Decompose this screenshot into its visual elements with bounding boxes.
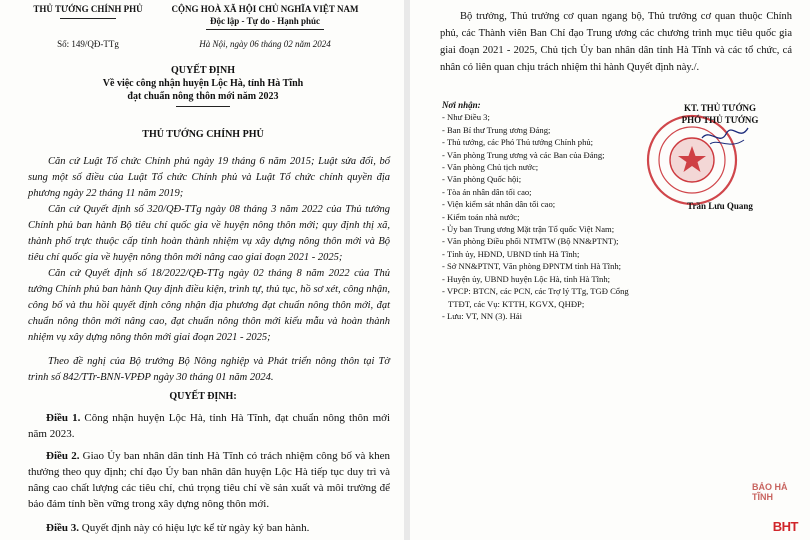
- article-2-text: Giao Ủy ban nhân dân tỉnh Hà Tĩnh có trách nhiệm công bố và khen thưởng theo quy định; chỉ đạo Ủy ban nhân dân huyện Lộc Hà tiếp tục duy trì và nâng cao chất lượng các tiêu chí, chú trọng tiêu chí về sản xuất và môi trường để bảo đảm tính bền vững trong xây dựng nông thôn mới.: [28, 450, 390, 510]
- article-3-text: Quyết định này có hiệu lực kể từ ngày ký ban hành.: [79, 522, 310, 534]
- recipient-item: - Ủy ban Trung ương Mặt trận Tổ quốc Việt Nam;: [442, 224, 615, 235]
- signature-authority-1: KT. THỦ TƯỚNG: [684, 103, 756, 113]
- recipients-title: Nơi nhận:: [442, 100, 481, 110]
- signer-name: Trần Lưu Quang: [687, 201, 753, 211]
- watermark-text: BÁO HÀ TĨNH: [752, 482, 788, 502]
- recipient-item: - Sở NN&PTNT, Văn phòng ĐPNTM tỉnh Hà Tĩnh;: [442, 261, 622, 272]
- recipient-item: - Văn phòng Chủ tịch nước;: [442, 162, 539, 173]
- article-4: Bộ trưởng, Thủ trưởng cơ quan ngang bộ, Thủ trưởng cơ quan thuộc Chính phủ, các Thành viên Ban Chỉ đạo Trung ương các chương trình mục tiêu quốc gia giai đoạn 2021 - 2025, Chủ tịch Ủy ban nhân dân tỉnh Hà Tĩnh và các tổ chức, cá nhân có liên quan chịu trách nhiệm thi hành Quyết định này./.: [440, 11, 792, 73]
- article-3: [28, 520, 390, 536]
- recipient-item: - Ban Bí thư Trung ương Đảng;: [442, 124, 551, 135]
- subject-underline: [176, 106, 230, 107]
- recipient-item: - Lưu: VT, NN (3). Hải: [442, 310, 522, 321]
- recipient-item: - Thủ tướng, các Phó Thủ tướng Chính phủ;: [442, 137, 594, 148]
- place-and-date: Hà Nội, ngày 06 tháng 02 năm 2024: [199, 39, 331, 49]
- motto-underline: [206, 29, 324, 30]
- article-2-label: Điều 2.: [46, 450, 80, 462]
- national-motto: Độc lập - Tự do - Hạnh phúc: [209, 16, 320, 26]
- issuing-agency: THỦ TƯỚNG CHÍNH PHỦ: [33, 4, 143, 14]
- legal-basis-4: Theo đề nghị của Bộ trưởng Bộ Nông nghiệp và Phát triển nông thôn tại Tờ trình số 842/TTr-BNN-VPĐP ngày 30 tháng 01 năm 2024.: [28, 356, 390, 383]
- legal-basis-3: Căn cứ Quyết định số 18/2022/QĐ-TTg ngày 02 tháng 8 năm 2022 của Thủ tướng Chính phủ ban hành Quy định điều kiện, trình tự, thủ tục, hồ sơ xét, công nhận, công bố và thu hồi quyết định công nhận địa phương đạt chuẩn nông thôn mới, đạt chuẩn nông thôn mới nâng cao, đạt chuẩn nông thôn mới kiểu mẫu và hoàn thành nhiệm vụ xây dựng nông thôn mới giai đoạn 2021 - 2025;: [28, 268, 390, 343]
- recipient-item: - Tỉnh ủy, HĐND, UBND tỉnh Hà Tĩnh;: [442, 248, 580, 259]
- recipient-item: - Huyện ủy, UBND huyện Lộc Hà, tỉnh Hà Tĩnh;: [442, 273, 611, 284]
- nation-name: CỘNG HOÀ XÃ HỘI CHỦ NGHĨA VIỆT NAM: [171, 4, 359, 14]
- article-1: [28, 410, 390, 442]
- recipient-item: TTĐT, các Vụ: KTTH, KGVX, QHĐP;: [448, 298, 585, 309]
- legal-basis-2: Căn cứ Quyết định số 320/QĐ-TTg ngày 08 tháng 3 năm 2022 của Thủ tướng Chính phủ ban hành Bộ tiêu chí quốc gia về huyện nông thôn mới; quy định thị xã, thành phố trực thuộc cấp tỉnh hoàn thành nhiệm vụ xây dựng nông thôn mới và Bộ tiêu chí quốc gia về huyện nông thôn mới nâng cao giai đoạn 2021 - 2025;: [28, 204, 390, 263]
- article-1-label: Điều 1.: [46, 412, 81, 424]
- article-2: [28, 448, 390, 512]
- recipient-item: - Tòa án nhân dân tối cao;: [442, 186, 532, 197]
- subject-line-1: Về việc công nhận huyện Lộc Hà, tỉnh Hà Tĩnh: [102, 78, 304, 89]
- signature-authority-2: PHÓ THỦ TƯỚNG: [681, 115, 759, 125]
- document-number: Số: 149/QĐ-TTg: [57, 39, 119, 49]
- article-3-label: Điều 3.: [46, 522, 79, 534]
- agency-underline: [60, 18, 116, 19]
- document-type: QUYẾT ĐỊNH: [171, 65, 235, 76]
- recipient-item: - Văn phòng Trung ương và các Ban của Đảng;: [442, 149, 605, 160]
- recipient-item: - Kiểm toán nhà nước;: [442, 211, 520, 222]
- issuing-authority: THỦ TƯỚNG CHÍNH PHỦ: [142, 129, 264, 140]
- decides-heading: QUYẾT ĐỊNH:: [169, 391, 237, 402]
- subject-line-2: đạt chuẩn nông thôn mới năm 2023: [127, 91, 279, 102]
- article-1-text: Công nhận huyện Lộc Hà, tỉnh Hà Tĩnh, đạt chuẩn nông thôn mới năm 2023.: [28, 412, 391, 440]
- legal-basis-1: Căn cứ Luật Tổ chức Chính phủ ngày 19 tháng 6 năm 2015; Luật sửa đổi, bổ sung một số điều của Luật Tổ chức Chính phủ và Luật Tổ chức chính quyền địa phương ngày 22 tháng 11 năm 2019;: [28, 156, 390, 199]
- recipient-item: - Viện kiểm sát nhân dân tối cao;: [442, 199, 556, 210]
- recipient-item: - Văn phòng Quốc hội;: [442, 174, 522, 185]
- publisher-logo: BHT: [772, 519, 798, 534]
- recipient-item: - Như Điều 3;: [442, 112, 490, 123]
- recipient-item: - VPCP: BTCN, các PCN, các Trợ lý TTg, TGĐ Cổng: [442, 286, 629, 297]
- recipient-item: - Văn phòng Điều phối NTMTW (Bộ NN&PTNT);: [442, 236, 619, 247]
